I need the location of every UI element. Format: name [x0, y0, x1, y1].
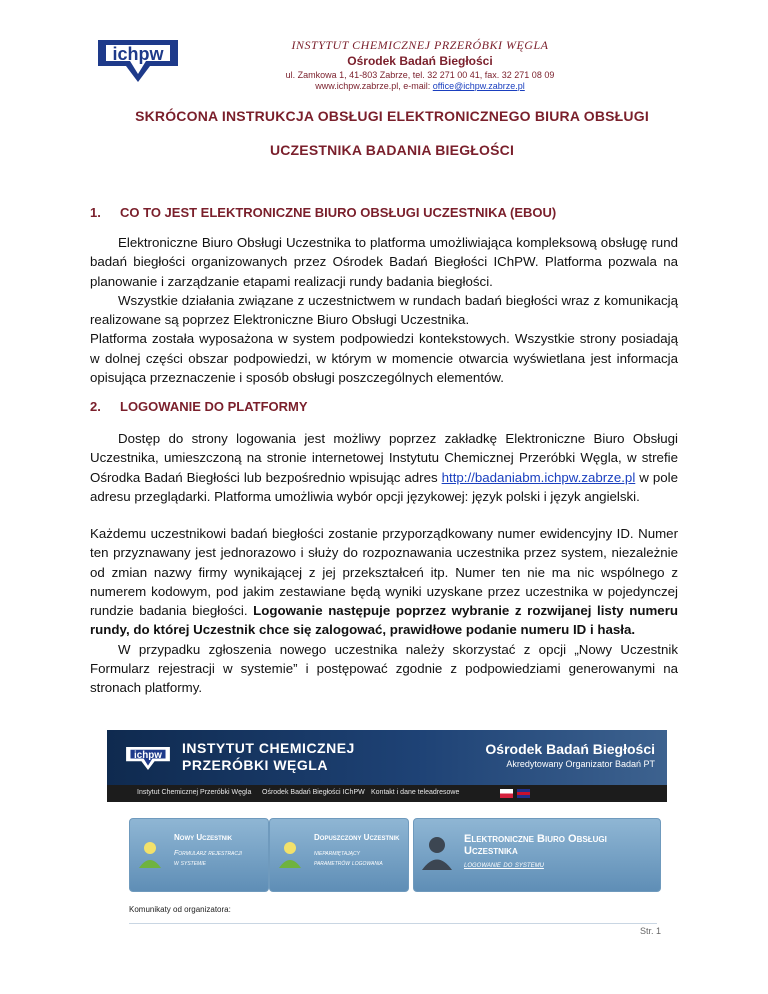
institute-name: INSTYTUT CHEMICZNEJ PRZERÓBKI WĘGLA: [291, 38, 549, 52]
section2-body: [90, 524, 678, 698]
nav-item-obb[interactable]: Ośrodek Badań Biegłości IChPW: [262, 789, 365, 796]
section1-heading: 1. CO TO JEST ELEKTRONICZNE BIURO OBSŁUGI UCZESTNIKA (EBOU): [90, 205, 557, 220]
doc-title-line1: SKRÓCONA INSTRUKCJA OBSŁUGI ELEKTRONICZNEGO BIURA OBSŁUGI: [135, 108, 649, 124]
section1-paragraph1: Elektroniczne Biuro Obsługi Uczestnika to platforma umożliwiająca kompleksową obsługę rund badań biegłości organizowanych przez Ośrodek Badań Biegłości IChPW. Platforma pozwala na planowanie i zarządzanie etapami realizacji rundy badania biegłości.: [90, 235, 678, 289]
section2-heading: 2. LOGOWANIE DO PLATFORMY: [90, 399, 308, 414]
platform-link[interactable]: http://badaniabm.ichpw.zabrze.pl: [441, 469, 636, 485]
section2-number: 2.: [90, 399, 101, 414]
organizer-messages-label: Komunikaty od organizatora:: [129, 905, 231, 914]
platform-nav: [107, 785, 667, 802]
ichpw-logo: [96, 36, 180, 84]
section1-paragraph2: Wszystkie działania związane z uczestnictwem w rundach badań biegłości wraz z komunikacją realizowane są poprzez Elektroniczne Biuro Obsługi Uczestnika.: [90, 292, 678, 328]
address: ul. Zamkowa 1, 41-803 Zabrze, tel. 32 271 00 41, fax. 32 271 08 09: [285, 70, 555, 80]
polish-flag-icon[interactable]: [500, 789, 513, 798]
section1-paragraph3: Platforma została wyposażona w system podpowiedzi kontekstowych. Wszystkie strony posiadają w dolnej części obszar podpowiedzi, w którym w momencie otwarcia wyświetlana jest informacja opisująca przeznaczenie i sposób obsługi poszczególnych elementów.: [90, 331, 678, 386]
section1-number: 1.: [90, 205, 101, 220]
user-key-icon: [276, 839, 304, 869]
ebou-login-tile[interactable]: Elektroniczne Biuro Obsługi Uczestnika logowanie do systemu: [413, 818, 661, 892]
web-contact: www.ichpw.zabrze.pl, e-mail: office@ichpw.zabrze.pl: [315, 81, 525, 91]
logo-text: ichpw: [112, 44, 164, 64]
nav-item-contact[interactable]: Kontakt i dane teleadresowe: [371, 789, 460, 796]
doc-title-line2: UCZESTNIKA BADANIA BIEGŁOŚCI: [269, 142, 515, 158]
user-silhouette-icon: [420, 835, 454, 871]
banner-institute-name: INSTYTUT CHEMICZNEJ PRZERÓBKI WĘGLA: [182, 740, 355, 773]
email-link[interactable]: office@ichpw.zabrze.pl: [432, 81, 525, 91]
platform-screenshot: [107, 730, 667, 930]
new-participant-tile[interactable]: Nowy Uczestnik Formularz rejestracji w systemie: [129, 818, 269, 892]
banner-logo: [125, 742, 171, 774]
banner-logo-text: ichpw: [134, 750, 162, 761]
nav-item-ichpw[interactable]: Instytut Chemicznej Przeróbki Węgla: [137, 789, 252, 796]
english-flag-icon[interactable]: [517, 789, 530, 798]
page-number: Str. 1: [640, 926, 662, 936]
banner-center: Ośrodek Badań Biegłości Akredytowany Organizator Badań PT: [485, 741, 655, 769]
section2-paragraph1: Dostęp do strony logowania jest możliwy poprzez zakładkę Elektroniczne Biuro Obsługi Uczestnika, umieszczoną na stronie internetowej Instytutu Chemicznej Przeróbki Węgla, w strefie Ośrodka Badań Biegłości lub bezpośrednio wpisując adres http://badaniabm.ichpw.zabrze.pl w pole adresu przeglądarki. Platforma umożliwia wybór opcji językowej: język polski i język angielski.: [90, 431, 678, 504]
section1-body: [90, 233, 678, 387]
login-instruction-bold: Logowanie następuje poprzez wybranie z rozwijanej listy numeru rundy, do której Uczestnik chce się zalogować, prawidłowe podanie numeru ID i hasła.: [90, 603, 678, 638]
admitted-participant-tile[interactable]: Dopuszczony Uczestnik nieparmiętający parametrów logowania: [269, 818, 409, 892]
letterhead: [180, 38, 660, 91]
new-user-icon: [136, 839, 164, 869]
center-name: Ośrodek Badań Biegłości: [347, 54, 493, 68]
section2-paragraph3: W przypadku zgłoszenia nowego uczestnika należy skorzystać z opcji „Nowy Uczestnik Formularz rejestracji w systemie” i postępować zgodnie z podpowiedziami generowanymi na stronach platformy.: [90, 641, 678, 696]
messages-divider: [129, 923, 657, 924]
section2-paragraph2: Każdemu uczestnikowi badań biegłości zostanie przyporządkowany numer ewidencyjny ID. Numer ten przyznawany jest jednorazowo i służy do rozpoznawania uczestnika przez system, niezależnie od zmian nazwy firmy wynikającej z jej przekształceń itp. Numer ten nie ma nic wspólnego z numerem kodowym, pod jakim zestawiane będą wyniki uzyskane przez uczestnika w pojedynczej rundzie badania biegłości. Logowanie następuje poprzez wybranie z rozwijanej listy numeru rundy, do której Uczestnik chce się zalogować, prawidłowe podanie numeru ID i hasła.: [90, 526, 678, 638]
login-link[interactable]: logowanie do systemu: [464, 859, 544, 869]
